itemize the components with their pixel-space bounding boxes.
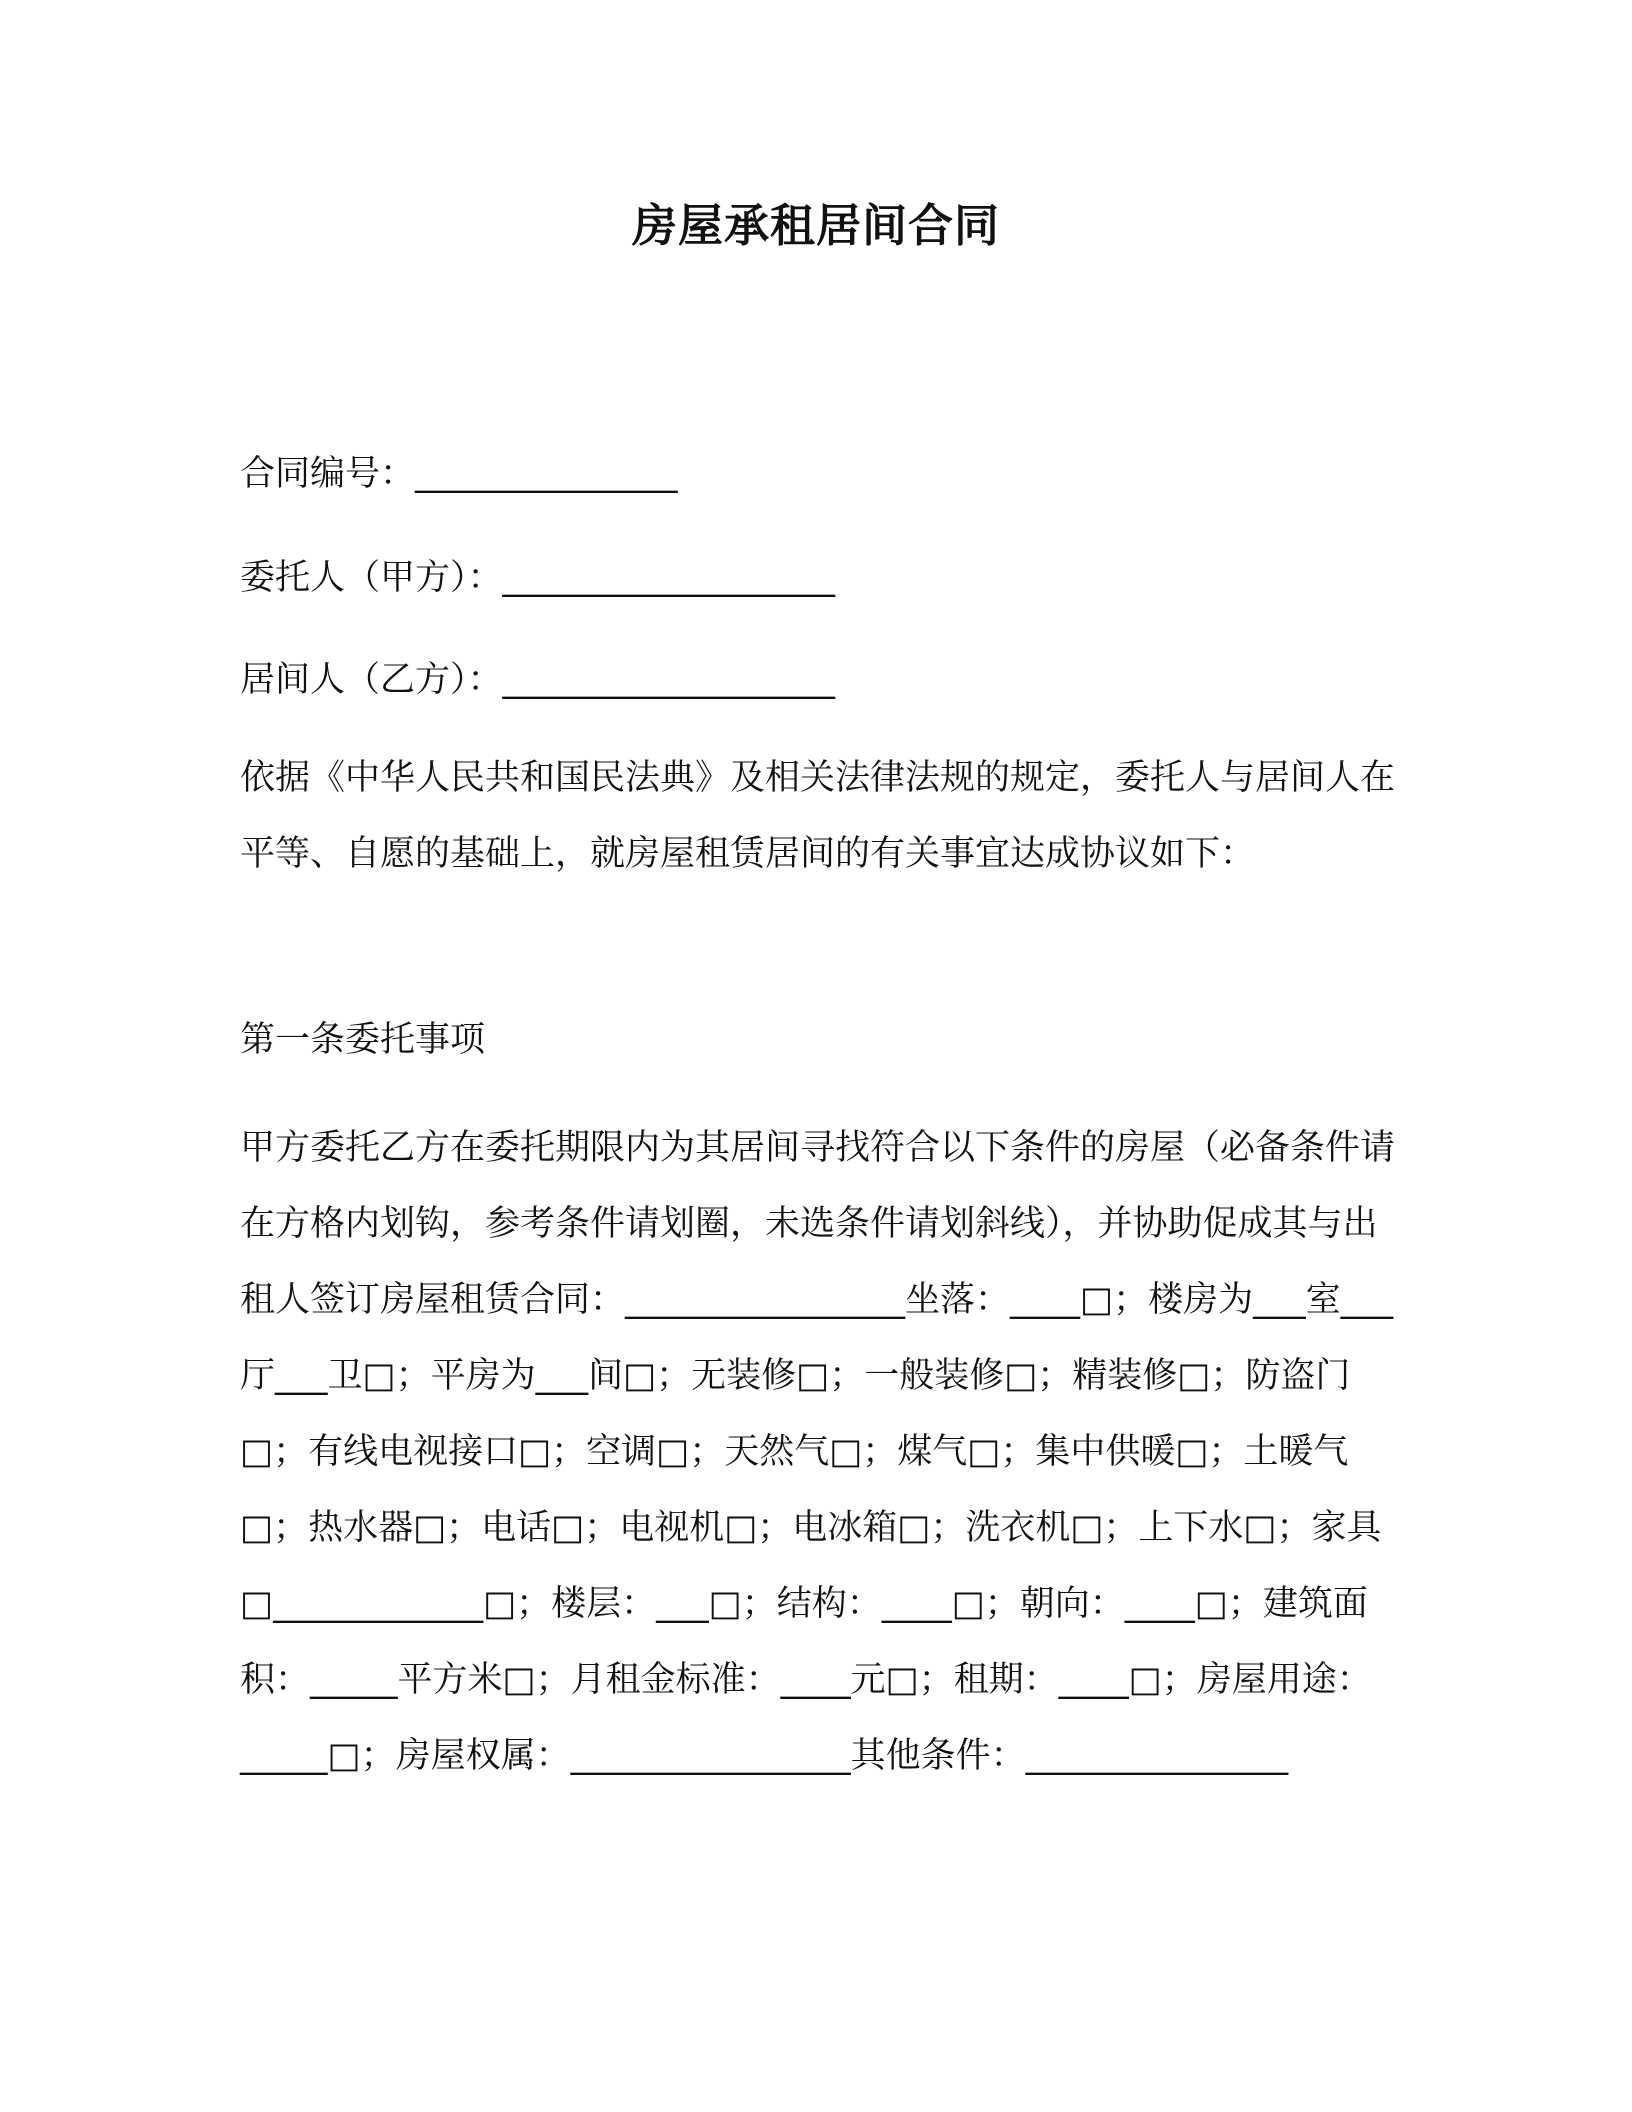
document-title: 房屋承租居间合同 xyxy=(631,199,1000,252)
intermediary-party-field: 居间人（乙方）：___________________ xyxy=(240,660,836,700)
contract-number-field: 合同编号：_______________ xyxy=(240,454,678,494)
section-1-body: 甲方委托乙方在委托期限内为其居间寻找符合以下条件的房屋（必备条件请在方格内划钩，参考条件请划圈，未选条件请划斜线），并协助促成其与出租人签订房屋租赁合同：________________坐落：____□；楼房为___室___厅___卫□；平房为___间□；无装修□；一般装修□；精装修□；防盗门□；有线电视接口□；空调□；天然气□；煤气□；集中供暖□；土暖气□；热水器□；电话□；电视机□；电冰箱□；洗衣机□；上下水□；家具□____________□；楼层：___□；结构：____□；朝向：____□；建筑面积：_____平方米□；月租金标准：____元□；租期：____□；房屋用途：_____□；房屋权属：________________其他条件：_______________ xyxy=(240,1128,1396,1776)
section-1-heading: 第一条委托事项 xyxy=(240,1020,486,1060)
intro-paragraph: 依据《中华人民共和国民法典》及相关法律法规的规定，委托人与居间人在平等、自愿的基础上，就房屋租赁居间的有关事宜达成协议如下： xyxy=(240,758,1396,874)
principal-party-field: 委托人（甲方）：___________________ xyxy=(240,558,836,598)
